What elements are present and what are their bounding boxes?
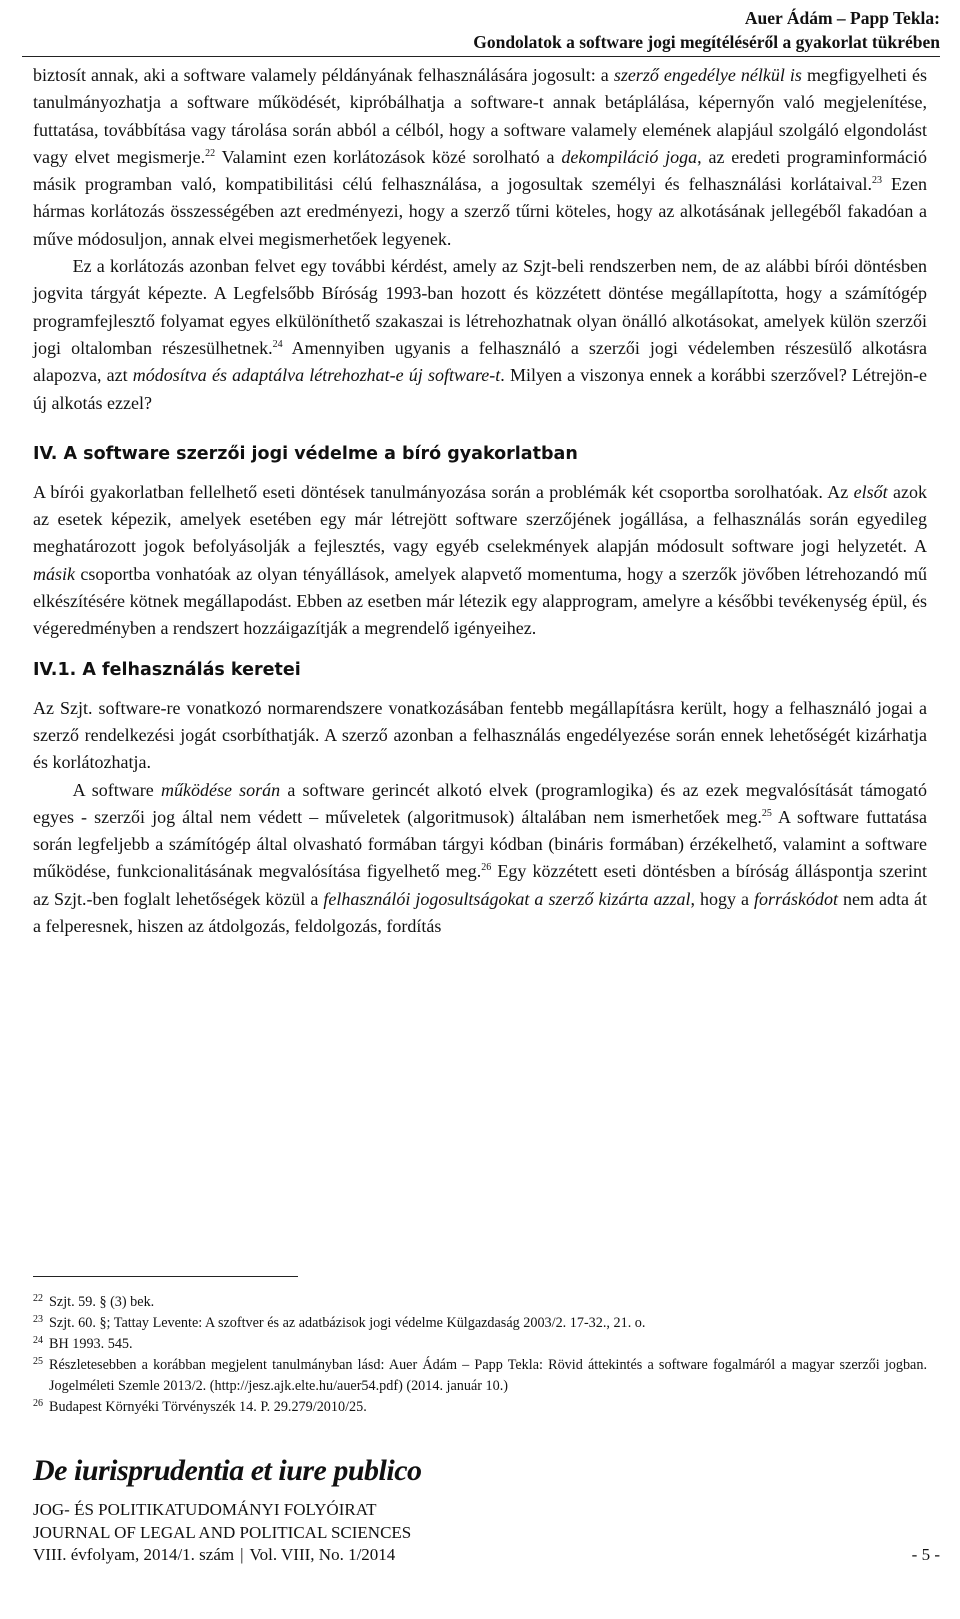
footnote-item: 25 Részletesebben a korábban megjelent tanulmányban lásd: Auer Ádám – Papp Tekla: Rövid áttekintés a software fogalmáról a magyar szerzői jogban. Jogelméleti Szemle 2013/2. (http://jesz.ajk.elte.hu/auer54.pdf) (2014. január 10.)	[33, 1356, 927, 1394]
paragraph-2: Ez a korlátozás azonban felvet egy további kérdést, amely az Szjt-beli rendszerben nem, de az alábbi bírói döntésben jogvita tárgyát képezte. A Legfelsőbb Bíróság 1993-ban hozott és közzétett döntése megállapította, hogy a számítógép programfejlesztő folyamat egyes elkülöníthető szakaszai is létrehozhatnak olyan önálló alkotásokat, amelyek külön szerzői jogi oltalomban részesülhetnek.$^{24}$ Amennyiben ugyanis a felhasználó a szerzői jogi védelemben részesülő alkotásra alapozva, azt módosítva és adaptálva létrehozhat-e új software-t. Milyen a viszonya ennek a korábbi szerzővel? Létrejön-e új alkotás ezzel?	[33, 256, 928, 413]
footnotes	[33, 1292, 927, 1418]
footnote-ref-25[interactable]: 25	[761, 807, 772, 819]
header-title: Gondolatok a software jogi megítéléséről a gyakorlat tükrében	[473, 32, 940, 52]
journal-names	[33, 1498, 411, 1544]
journal-logo: De iurisprudentia et iure publico	[33, 1454, 422, 1487]
section-heading-iv: IV. A software szerzői jogi védelme a bíró gyakorlatban	[33, 443, 578, 464]
running-header	[473, 6, 940, 54]
footnote-item: 26 Budapest Környéki Törvényszék 14. P. 29.279/2010/25.	[33, 1398, 367, 1415]
footnote-item: 23 Szjt. 60. §; Tattay Levente: A szoftver és az adatbázisok jogi védelme Külgazdaság 2003/2. 17-32., 21. o.	[33, 1314, 646, 1331]
issue-info: VIII. évfolyam, 2014/1. szám | Vol. VIII, No. 1/2014	[33, 1545, 396, 1564]
footnote-item: 22 Szjt. 59. § (3) bek.	[33, 1293, 155, 1310]
paragraph-5: A software működése során a software gerincét alkotó elvek (programlogika) és az ezek megvalósítását támogató egyes - szerzői jog által nem védett – műveletek (algoritmusok) általában nem ismerhetőek meg.$^{25}$ A software futtatása során legfeljebb a számítógép által olvasható formában tárgyi kódban (bináris formában) érzékelhető, valamint a software működése, funkcionalitásának megvalósítása figyelhető meg.$^{26}$ Egy közzétett eseti döntésben a bíróság álláspontja szerint az Szjt.-ben foglalt lehetőségek közül a felhasználói jogosultságokat a szerző kizárta azzal, hogy a forráskódot nem adta át a felperesnek, hiszen az átdolgozás, feldolgozás, fordítás	[33, 779, 928, 937]
footnote-ref-22[interactable]: 22	[205, 147, 216, 159]
paragraph-1: biztosít annak, aki a software valamely példányának felhasználására jogosult: a szerző engedélye nélkül is megfigyelheti és tanulmányozhatja a software működését, kipróbálhatja a software-t annak betáplálása, képernyőn való megjelenítése, futtatása, továbbítása vagy tárolása során abból a célból, hogy a software valamely elemének alapjául szolgáló elgondolást vagy elvet megismerje.$^{22}$ Valamint ezen korlátozások közé sorolható a dekompiláció joga, az eredeti programinformáció másik programban való, kompatibilitási célú felhasználása, a jogosultak személyi és felhasználási korlátaival.$^{23}$ Ezen hármas korlátozás összességében azt eredményezi, hogy a szerző tűrni köteles, hogy az alkotásának jellegéből fakadóan a műve módosuljon, annak elvei megismerhetőek legyenek.	[33, 65, 927, 249]
body-text	[33, 62, 927, 940]
section-heading-iv-1: IV.1. A felhasználás keretei	[33, 659, 301, 680]
header-divider	[22, 56, 940, 57]
footnote-ref-23[interactable]: 23	[872, 175, 883, 187]
journal-name-en: JOURNAL OF LEGAL AND POLITICAL SCIENCES	[33, 1523, 412, 1542]
paragraph-4: Az Szjt. software-re vonatkozó normarendszere vonatkozásában fentebb megállapításra került, hogy a felhasználó jogai a szerző rendelkezési jogát csorbíthatják. A szerző azonban a felhasználás engedélyezése során ennek lehetőségét kizárhatja és korlátozhatja.	[33, 697, 927, 773]
paragraph-3: A bírói gyakorlatban fellelhető eseti döntések tanulmányozása során a problémák két csoportba sorolhatóak. Az elsőt azok az esetek képezik, amelyek esetében egy már létrejött software szerzőjének jogállása, a felhasználás során egyedileg meghatározott jogok befolyásolják a fejlesztés, vagy egyéb cselekmények alapján módosult software jogi helyzetét. A másik csoportba vonhatóak az olyan tényállások, amelyek alapvető momentuma, hogy a szerzők jövőben létrehozandó mű elkészítésére kötnek megállapodást. Ebben az esetben már létezik egy alapprogram, amelyre a későbbi tevékenység épül, és végeredményben a rendszert hozzáigazítják a megrendelő igényeihez.	[33, 481, 927, 639]
journal-name-hu: JOG- ÉS POLITIKATUDOMÁNYI FOLYÓIRAT	[33, 1500, 377, 1519]
footnote-ref-26[interactable]: 26	[481, 862, 492, 874]
page-number: - 5 -	[911, 1545, 940, 1564]
header-authors: Auer Ádám – Papp Tekla:	[744, 8, 940, 28]
footnote-ref-24[interactable]: 24	[272, 338, 283, 350]
issue-footer	[33, 1545, 940, 1565]
footnote-divider	[33, 1276, 298, 1277]
footnote-item: 24 BH 1993. 545.	[33, 1335, 133, 1352]
